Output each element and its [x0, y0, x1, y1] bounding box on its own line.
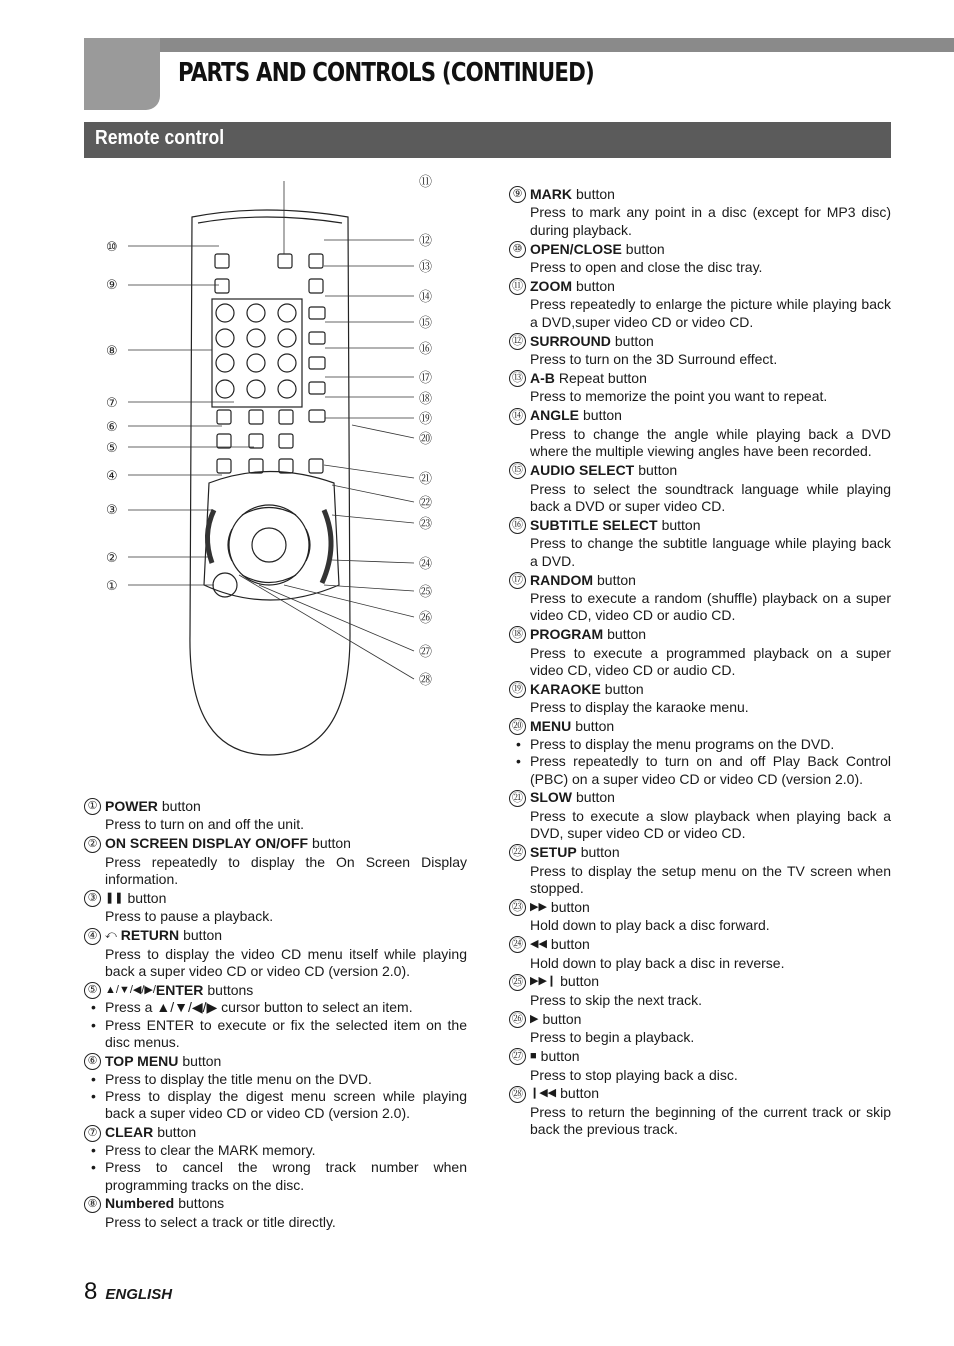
- button-suffix: button: [580, 844, 620, 861]
- page-title: PARTS AND CONTROLS (CONTINUED): [178, 58, 594, 88]
- button-suffix: button: [614, 332, 654, 349]
- item-heading: [509, 333, 891, 350]
- control-description-item: [509, 844, 891, 897]
- item-heading: [84, 798, 467, 815]
- item-number: ㉕: [509, 974, 526, 991]
- item-heading: [509, 278, 891, 295]
- button-suffix: button: [542, 1010, 582, 1027]
- item-description: Press to change the angle while playing back a DVD where the multiple viewing angles have been recorded.: [530, 425, 891, 460]
- callout-28: ㉘: [419, 673, 433, 688]
- item-bullet-list: [91, 1071, 467, 1123]
- button-name: Numbered: [105, 1195, 175, 1212]
- item-description: Hold down to play back a disc in reverse.: [530, 954, 785, 971]
- control-description-item: [509, 241, 891, 277]
- item-description: Press to turn on the 3D Surround effect.: [530, 351, 778, 368]
- button-name: KARAOKE: [530, 680, 601, 697]
- item-heading: [509, 572, 891, 589]
- button-suffix: button: [583, 407, 622, 424]
- control-description-item: [509, 626, 891, 679]
- button-name: SLOW: [530, 789, 572, 806]
- enter-button: [252, 528, 286, 562]
- item-number: ⑯: [509, 517, 526, 534]
- item-bullet-list: [91, 1142, 467, 1194]
- button-suffix: button: [550, 898, 590, 915]
- item-heading: [509, 626, 891, 643]
- callout-13: ⑬: [419, 260, 433, 275]
- bullet-point: • Press to display the menu programs on the DVD.: [516, 736, 891, 753]
- control-description-item: [84, 798, 467, 834]
- button-name: A-B: [530, 370, 555, 387]
- item-number: ④: [84, 928, 101, 945]
- item-heading: [509, 718, 891, 735]
- bullet-point: • Press to display the digest menu screen while playing back a super video CD or video CD (version 2.0).: [91, 1088, 467, 1123]
- skip-next-icon: ▶▶❙: [530, 975, 557, 988]
- item-number: ⑱: [509, 626, 526, 643]
- item-description: Press to pause a playback.: [105, 908, 274, 925]
- callout-19: ⑲: [419, 412, 433, 427]
- button-suffix: button: [161, 798, 201, 814]
- button-name: ZOOM: [530, 278, 572, 295]
- callout-20: ⑳: [419, 432, 433, 447]
- button-suffix: button: [575, 718, 615, 735]
- control-description-item: [509, 789, 891, 842]
- page-number: 8: [84, 1278, 98, 1305]
- callout-15: ⑮: [419, 316, 433, 331]
- item-heading: [509, 844, 891, 861]
- button-suffix: button: [157, 1124, 197, 1141]
- control-description-item: [509, 718, 891, 788]
- item-number: ㉘: [509, 1086, 526, 1103]
- control-description-item: [84, 1124, 467, 1194]
- button-suffix: button: [560, 1085, 600, 1102]
- item-number: ⑰: [509, 572, 526, 589]
- right-description-column: [509, 186, 891, 1140]
- callout-27: ㉗: [419, 645, 433, 660]
- item-description: Press to open and close the disc tray.: [530, 259, 763, 276]
- item-description: Press repeatedly to enlarge the picture while playing back a DVD,super video CD or video CD.: [530, 296, 891, 330]
- item-number: ⑦: [84, 1125, 101, 1142]
- item-description: Press to display the video CD menu itself while playing back a super video CD or video CD (version 2.0).: [105, 945, 467, 980]
- item-number: ㉖: [509, 1011, 526, 1028]
- button-name: ENTER: [155, 982, 204, 999]
- language-label: ENGLISH: [105, 1286, 173, 1303]
- control-description-item: [509, 333, 891, 369]
- control-description-item: [84, 927, 467, 980]
- callout-5: ⑤: [106, 441, 118, 456]
- callout-1: ①: [106, 579, 118, 594]
- button-name: CLEAR: [105, 1124, 154, 1141]
- button-name: AUDIO SELECT: [530, 462, 635, 479]
- item-number: ②: [84, 836, 101, 853]
- left-description-column: [84, 798, 467, 1233]
- control-description-item: [509, 1048, 891, 1084]
- item-heading: [84, 890, 467, 907]
- item-heading: [509, 462, 891, 479]
- item-number: ⑩: [509, 241, 526, 258]
- button-name: ON SCREEN DISPLAY ON/OFF: [105, 835, 309, 852]
- item-number: ⑧: [84, 1196, 101, 1213]
- callout-3: ③: [106, 503, 118, 518]
- item-heading: [509, 370, 891, 387]
- leader-lines: [128, 181, 414, 679]
- item-description: Press to mark any point in a disc (except for MP3 disc) during playback.: [530, 204, 891, 238]
- play-icon: ▶: [530, 1012, 539, 1025]
- item-bullet-list: [91, 999, 467, 1051]
- button-name: SETUP: [530, 844, 577, 861]
- item-heading: [509, 407, 891, 424]
- control-description-item: [509, 973, 891, 1009]
- item-description: Press to begin a playback.: [530, 1029, 695, 1046]
- item-number: ⑬: [509, 370, 526, 387]
- item-number: ⑨: [509, 186, 526, 203]
- button-suffix: button: [607, 626, 647, 643]
- button-suffix: button: [625, 240, 665, 257]
- header-bar: [84, 38, 954, 52]
- item-heading: [509, 936, 891, 953]
- control-description-item: [84, 890, 467, 926]
- item-heading: [509, 899, 891, 916]
- callout-10: ⑩: [106, 240, 118, 255]
- item-description: Press to execute a random (shuffle) playback on a super video CD, video CD or audio CD.: [530, 589, 891, 624]
- item-description: Press to select the soundtrack language while playing back a DVD or super video CD.: [530, 480, 891, 514]
- item-number: ㉓: [509, 899, 526, 916]
- button-suffix: button: [312, 835, 351, 852]
- control-description-item: [509, 681, 891, 717]
- item-heading: [509, 1085, 891, 1102]
- item-heading: [84, 982, 467, 999]
- fast-forward-icon: ▶▶: [530, 900, 547, 913]
- item-number: ㉔: [509, 936, 526, 953]
- skip-previous-icon: ❙◀◀: [530, 1087, 557, 1100]
- remote-body-inner: [198, 217, 342, 223]
- control-description-item: [509, 936, 891, 972]
- item-description: Press to memorize the point you want to repeat.: [530, 388, 828, 405]
- button-suffix: button: [560, 973, 600, 990]
- item-description: Hold down to play back a disc forward.: [530, 917, 770, 934]
- button-suffix: Repeat button: [558, 370, 647, 387]
- item-heading: [84, 835, 467, 852]
- item-description: Press to turn on and off the unit.: [105, 816, 304, 833]
- bullet-point: • Press to display the title menu on the DVD.: [91, 1071, 467, 1088]
- item-number: ㉒: [509, 844, 526, 861]
- item-heading: [509, 1048, 891, 1065]
- item-description: Press to stop playing back a disc.: [530, 1066, 738, 1083]
- remote-body: [190, 210, 350, 755]
- callout-14: ⑭: [419, 290, 433, 305]
- bullet-point: • Press to clear the MARK memory.: [91, 1142, 467, 1159]
- control-description-item: [84, 1053, 467, 1123]
- item-description: Press to display the karaoke menu.: [530, 699, 749, 716]
- button-name: PROGRAM: [530, 626, 604, 643]
- callout-11: ⑪: [419, 175, 433, 190]
- callout-2: ②: [106, 551, 118, 566]
- callout-24: ㉔: [419, 557, 433, 572]
- item-heading: [509, 517, 891, 534]
- callout-12: ⑫: [419, 234, 433, 249]
- right-arc-buttons: [322, 510, 331, 583]
- control-description-item: [84, 835, 467, 888]
- control-description-item: [509, 186, 891, 239]
- item-number: ⑤: [84, 982, 101, 999]
- callout-26: ㉖: [419, 611, 433, 626]
- button-name: RETURN: [120, 927, 180, 944]
- item-description: Press to execute a slow playback when playing back a DVD, super video CD or video CD.: [530, 807, 891, 842]
- item-heading: [509, 1011, 891, 1028]
- item-number: ⑲: [509, 681, 526, 698]
- callout-7: ⑦: [106, 396, 118, 411]
- item-number: ⑪: [509, 278, 526, 295]
- control-description-item: [509, 572, 891, 625]
- button-suffix: button: [597, 571, 636, 588]
- button-suffix: button: [576, 278, 615, 295]
- control-description-item: [509, 407, 891, 460]
- item-number: ⑭: [509, 408, 526, 425]
- remote-control-diagram: [84, 165, 484, 785]
- bullet-point: • Press to cancel the wrong track number when programming tracks on the disc.: [91, 1159, 467, 1194]
- callout-9: ⑨: [106, 278, 118, 293]
- rewind-icon: ◀◀: [530, 938, 547, 951]
- callout-18: ⑱: [419, 392, 433, 407]
- button-suffix: buttons: [178, 1195, 225, 1212]
- nav-pad-surround: [204, 472, 339, 601]
- item-description: Press to change the subtitle language while playing back a DVD.: [530, 535, 891, 569]
- callout-4: ④: [106, 469, 118, 484]
- stop-icon: ■: [530, 1050, 537, 1063]
- button-suffix: button: [638, 462, 678, 479]
- button-suffix: button: [661, 516, 701, 533]
- item-heading: [509, 186, 891, 203]
- button-name: ANGLE: [530, 407, 579, 424]
- remote-control-illustration: [84, 165, 484, 785]
- item-description: Press to display the setup menu on the TV screen when stopped.: [530, 862, 891, 896]
- page-footer: [84, 1278, 172, 1306]
- callout-23: ㉓: [419, 517, 433, 532]
- item-number: ⑫: [509, 333, 526, 350]
- item-number: ⑳: [509, 718, 526, 735]
- control-description-item: [84, 1195, 467, 1231]
- button-suffix: button: [604, 680, 644, 697]
- bullet-point: • Press ENTER to execute or fix the selected item on the disc menus.: [91, 1017, 467, 1052]
- header-tab: [84, 38, 160, 110]
- bullet-point: • Press repeatedly to turn on and off Play Back Control (PBC) on a super video CD or video CD (version 2.0).: [516, 753, 891, 788]
- return-icon: ⤺: [105, 929, 117, 942]
- left-arc-buttons: [207, 510, 214, 563]
- button-name: RANDOM: [530, 571, 593, 588]
- item-description: Press to select a track or title directly.: [105, 1213, 336, 1230]
- item-number: ㉗: [509, 1048, 526, 1065]
- item-heading: [84, 1195, 467, 1212]
- item-heading: [509, 241, 891, 258]
- item-description: Press to skip the next track.: [530, 991, 702, 1008]
- callout-8: ⑧: [106, 344, 118, 359]
- item-heading: [84, 1053, 467, 1070]
- callout-25: ㉕: [419, 585, 433, 600]
- item-number: ①: [84, 798, 101, 815]
- callout-16: ⑯: [419, 342, 433, 357]
- control-description-item: [509, 1011, 891, 1047]
- callout-17: ⑰: [419, 371, 433, 386]
- callout-22: ㉒: [419, 496, 433, 511]
- item-description: Press repeatedly to display the On Screen Display information.: [105, 853, 467, 888]
- item-heading: [84, 1124, 467, 1141]
- button-suffix: button: [182, 1053, 222, 1070]
- item-description: Press to return the beginning of the current track or skip back the previous track.: [530, 1103, 891, 1138]
- button-suffix: button: [576, 186, 615, 202]
- item-description: Press to execute a programmed playback on a super video CD, video CD or audio CD.: [530, 644, 891, 679]
- direction-pad: [229, 505, 309, 585]
- button-suffix: button: [540, 1048, 580, 1065]
- button-suffix: button: [183, 927, 223, 944]
- control-description-item: [509, 462, 891, 515]
- item-heading: [509, 789, 891, 806]
- control-description-item: [509, 370, 891, 406]
- button-name: OPEN/CLOSE: [530, 240, 622, 257]
- button-name: SURROUND: [530, 332, 611, 349]
- callout-6: ⑥: [106, 420, 118, 435]
- button-name: TOP MENU: [105, 1053, 179, 1070]
- item-bullet-list: [516, 736, 891, 788]
- button-name: POWER: [105, 798, 158, 814]
- item-heading: [509, 681, 891, 698]
- item-number: ③: [84, 890, 101, 907]
- control-description-item: [509, 899, 891, 935]
- item-number: ⑥: [84, 1053, 101, 1070]
- control-description-item: [509, 1085, 891, 1138]
- button-suffix: buttons: [207, 982, 254, 999]
- button-name: MARK: [530, 186, 572, 202]
- item-number: ㉑: [509, 790, 526, 807]
- item-heading: [509, 973, 891, 990]
- button-suffix: button: [576, 789, 615, 806]
- button-name: MENU: [530, 718, 572, 735]
- control-description-item: [509, 278, 891, 331]
- cursor-arrows-icon: ▲/▼/◀/▶/: [105, 984, 156, 997]
- item-heading: [84, 927, 467, 944]
- callout-21: ㉑: [419, 472, 433, 487]
- button-suffix: button: [550, 936, 590, 953]
- pause-icon: ❚❚: [105, 892, 124, 905]
- button-name: SUBTITLE SELECT: [530, 516, 658, 533]
- button-suffix: button: [127, 890, 167, 907]
- section-title: Remote control: [95, 127, 225, 149]
- control-description-item: [509, 517, 891, 570]
- control-description-item: [84, 982, 467, 1052]
- bullet-point: • Press a ▲/▼/◀/▶ cursor button to select an item.: [91, 999, 467, 1016]
- item-number: ⑮: [509, 462, 526, 479]
